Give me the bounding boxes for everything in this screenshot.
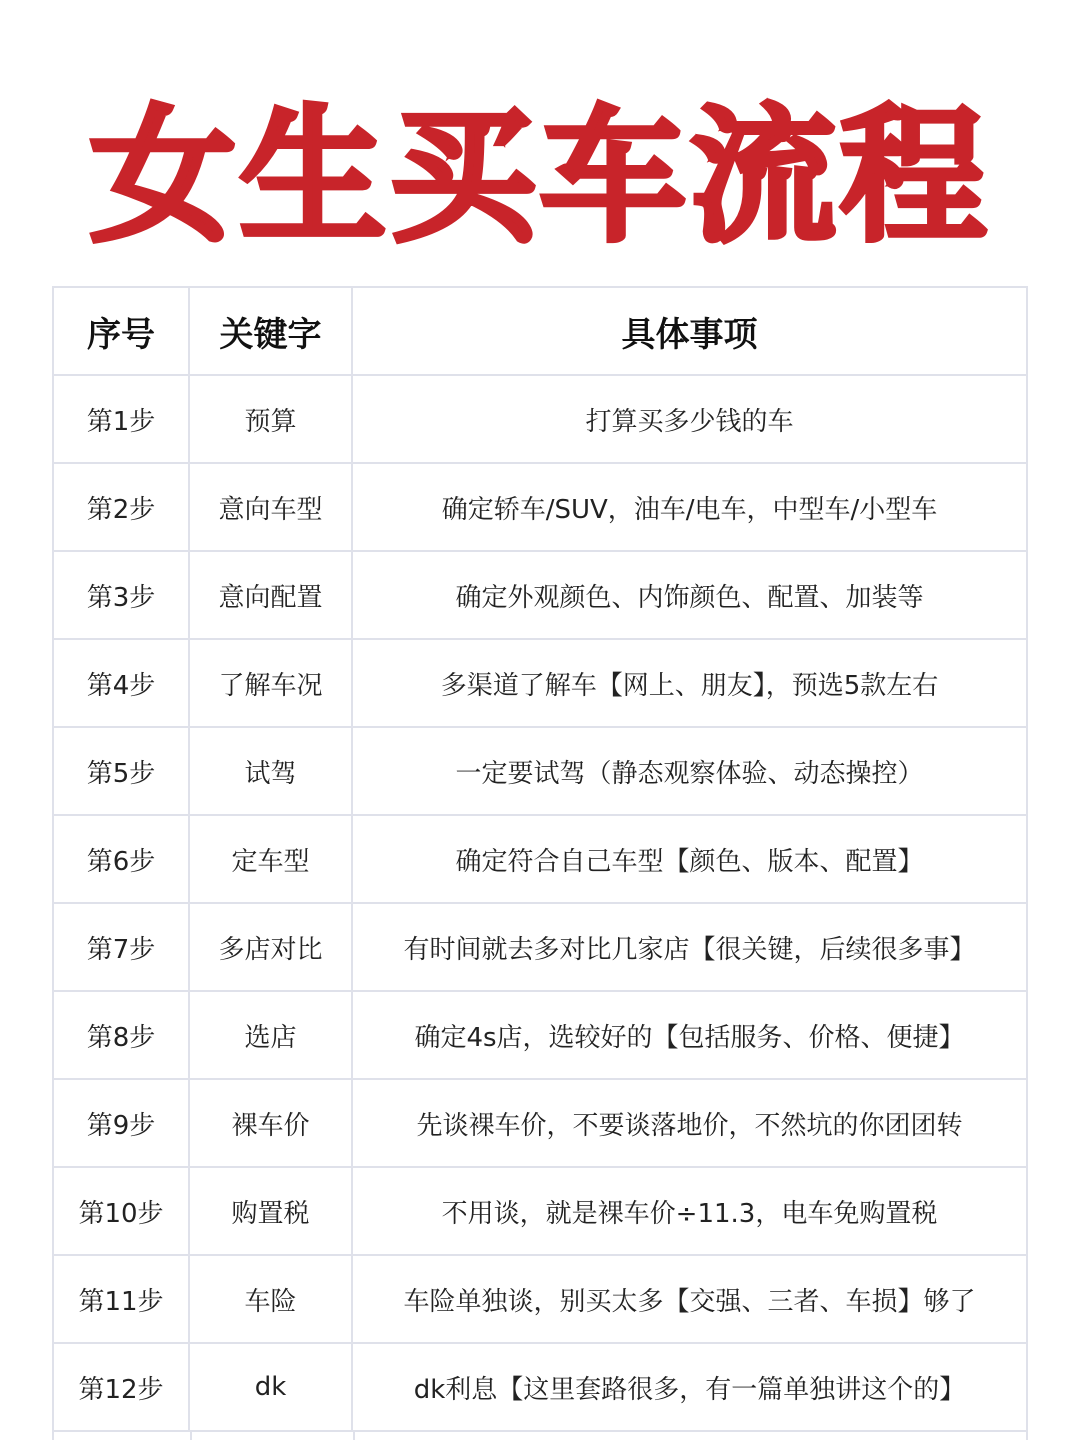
table-row <box>53 551 1027 639</box>
step-cell: 第10步 <box>53 1167 189 1255</box>
step-cell: 第8步 <box>53 991 189 1079</box>
keyword-cell: 意向车型 <box>189 463 352 551</box>
detail-cell: 有时间就去多对比几家店【很关键，后续很多事】 <box>352 903 1027 991</box>
keyword-cell: 裸车价 <box>189 1079 352 1167</box>
table-continuation <box>52 1430 1028 1440</box>
table-row <box>53 463 1027 551</box>
step-cell: 第6步 <box>53 815 189 903</box>
keyword-cell: 定车型 <box>189 815 352 903</box>
table-row <box>53 1167 1027 1255</box>
header-keyword: 关键字 <box>189 287 352 375</box>
detail-cell: 确定外观颜色、内饰颜色、配置、加装等 <box>352 551 1027 639</box>
detail-cell: 一定要试驾（静态观察体验、动态操控） <box>352 727 1027 815</box>
detail-cell: 先谈裸车价，不要谈落地价，不然坑的你团团转 <box>352 1079 1027 1167</box>
step-cell: 第11步 <box>53 1255 189 1343</box>
table-row <box>53 903 1027 991</box>
detail-cell: 确定4s店，选较好的【包括服务、价格、便捷】 <box>352 991 1027 1079</box>
keyword-cell: dk <box>189 1343 352 1431</box>
detail-cell: 车险单独谈，别买太多【交强、三者、车损】够了 <box>352 1255 1027 1343</box>
detail-cell: 打算买多少钱的车 <box>352 375 1027 463</box>
step-cell: 第4步 <box>53 639 189 727</box>
keyword-cell: 了解车况 <box>189 639 352 727</box>
table-row <box>53 1255 1027 1343</box>
detail-cell: 确定轿车/SUV，油车/电车，中型车/小型车 <box>352 463 1027 551</box>
keyword-cell: 意向配置 <box>189 551 352 639</box>
table-row <box>53 639 1027 727</box>
column-divider <box>190 1430 192 1440</box>
table-row <box>53 991 1027 1079</box>
step-cell: 第12步 <box>53 1343 189 1431</box>
detail-cell: dk利息【这里套路很多，有一篇单独讲这个的】 <box>352 1343 1027 1431</box>
step-cell: 第3步 <box>53 551 189 639</box>
keyword-cell: 车险 <box>189 1255 352 1343</box>
detail-cell: 多渠道了解车【网上、朋友】，预选5款左右 <box>352 639 1027 727</box>
step-cell: 第9步 <box>53 1079 189 1167</box>
table-header-row <box>53 287 1027 375</box>
column-divider <box>353 1430 355 1440</box>
table-row <box>53 727 1027 815</box>
step-cell: 第7步 <box>53 903 189 991</box>
header-step: 序号 <box>53 287 189 375</box>
table-row <box>53 1079 1027 1167</box>
header-detail: 具体事项 <box>352 287 1027 375</box>
keyword-cell: 试驾 <box>189 727 352 815</box>
steps-table <box>52 286 1028 1432</box>
step-cell: 第1步 <box>53 375 189 463</box>
keyword-cell: 预算 <box>189 375 352 463</box>
table-row <box>53 375 1027 463</box>
detail-cell: 确定符合自己车型【颜色、版本、配置】 <box>352 815 1027 903</box>
detail-cell: 不用谈，就是裸车价÷11.3，电车免购置税 <box>352 1167 1027 1255</box>
table-row <box>53 815 1027 903</box>
step-cell: 第2步 <box>53 463 189 551</box>
page-title: 女生买车流程 <box>90 92 990 262</box>
table-row <box>53 1343 1027 1431</box>
keyword-cell: 多店对比 <box>189 903 352 991</box>
keyword-cell: 选店 <box>189 991 352 1079</box>
keyword-cell: 购置税 <box>189 1167 352 1255</box>
step-cell: 第5步 <box>53 727 189 815</box>
